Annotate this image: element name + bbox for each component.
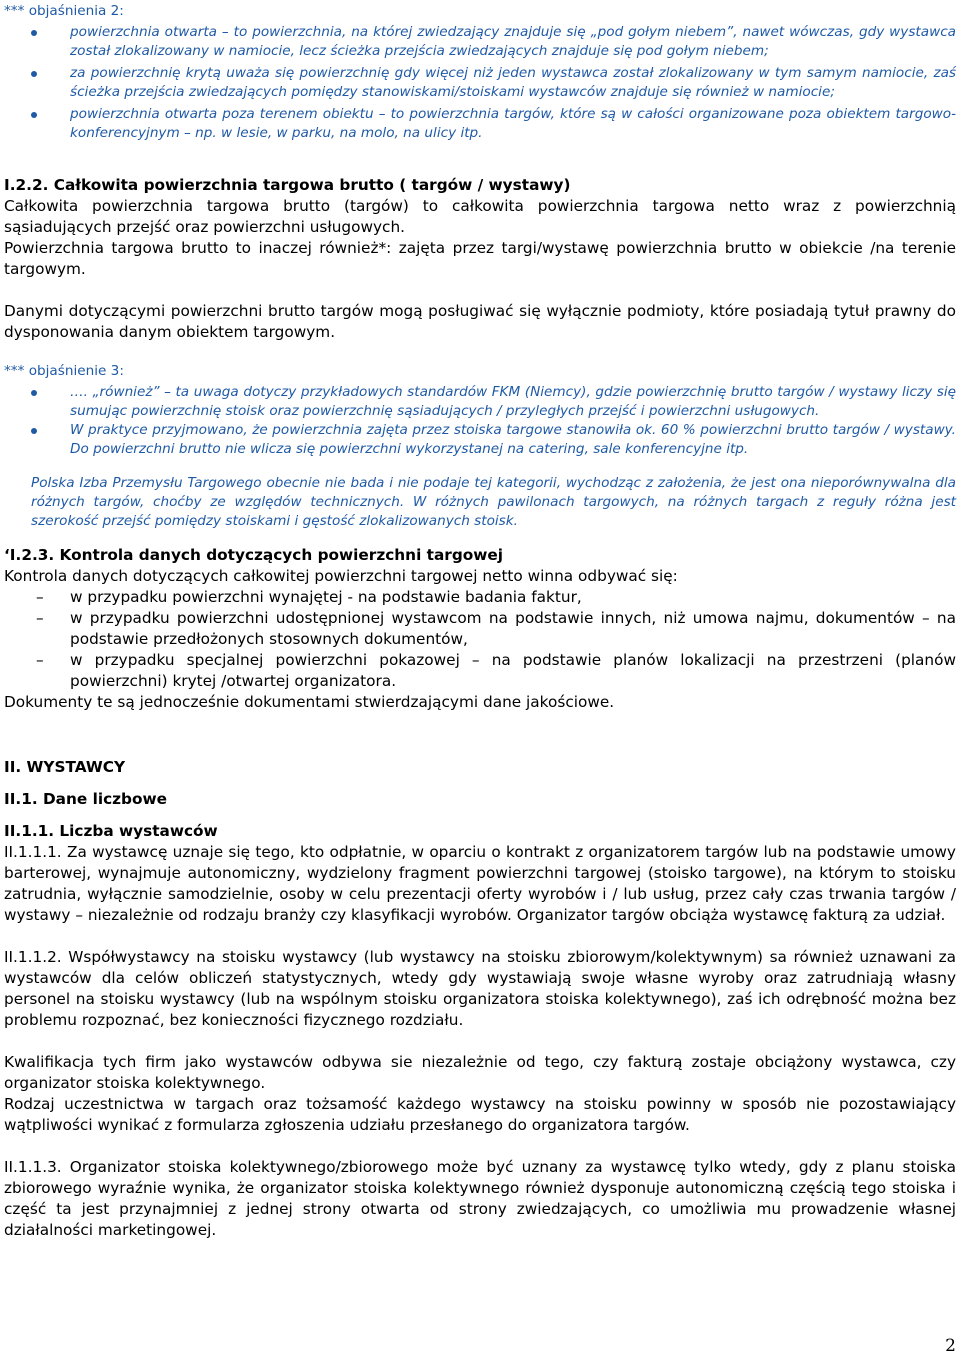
paragraph: Danymi dotyczącymi powierzchni brutto targów mogą posługiwać się wyłącznie podmioty, które posiadają tytuł prawny do dysponowania danym obiektem targowym.: [4, 302, 956, 341]
control-list: [4, 587, 956, 692]
list-item: – w przypadku powierzchni udostępnionej wystawcom na podstawie innych, niż umowa najmu, dokumentów – na podstawie przedłożonych stosownych dokumentów,: [4, 608, 956, 650]
list-item: …. „również” – ta uwaga dotyczy przykładowych standardów FKM (Niemcy), gdzie powierzchnię brutto targów / wystawy liczy się sumując powierzchnię stoisk oraz powierzchnię sąsiadujących / przyległych przejść i powierzchni usługowych.: [4, 383, 956, 421]
section-heading: ‘I.2.3. Kontrola danych dotyczących powierzchni targowej: [4, 546, 504, 564]
paragraph: Rodzaj uczestnictwa w targach oraz tożsamość każdego wystawcy na stoisku powinny w sposób nie pozostawiający wątpliwości wynikać z formularza zgłoszenia udziału przesłanego do organizatora targów.: [4, 1095, 956, 1134]
section-2: [4, 757, 956, 1241]
explanation-3-paragraph: Polska Izba Przemysłu Targowego obecnie nie bada i nie podaje tej kategorii, wychodząc z założenia, że jest ona nieporównywalna dla różnych targów, choćby ze względów technicznych. W różnych pawilonach targowych, na różnych targach z reguły różna jest szerokość przejść pomiędzy stoiskami i gęstość zlokalizowanych stoisk.: [31, 475, 956, 529]
section-1-2-3: [4, 545, 956, 713]
paragraph: Dokumenty te są jednocześnie dokumentami stwierdzającymi dane jakościowe.: [4, 693, 615, 711]
paragraph: II.1.1.1. Za wystawcę uznaje się tego, kto odpłatnie, w oparciu o kontrakt z organizatorem targów lub na podstawie umowy barterowej, wynajmuje autonomiczny, wydzielony fragment powierzchni targowej (stoisko targowe), na którym to stoisku zatrudnia, wyłącznie samodzielnie, osoby w celu prezentacji oferty wyrobów i / lub usług, przez cały czas trwania targów / wystawy – niezależnie od rodzaju branży czy klasyfikacji wyrobów. Organizator targów obciąża wystawcę fakturą za udział.: [4, 843, 956, 924]
explanation-2: [4, 2, 956, 143]
explanation-3: [4, 362, 956, 531]
list-item: powierzchnia otwarta – to powierzchnia, na której zwiedzający znajduje się „pod gołym niebem”, nawet wówczas, gdy wystawca został zlokalizowany w namiocie, lecz ścieżka przejścia zwiedzających znajduje się pod gołym niebem;: [4, 23, 956, 61]
paragraph: Kwalifikacja tych firm jako wystawców odbywa sie niezależnie od tego, czy fakturą zostaje obciążony wystawca, czy organizator stoiska kolektywnego.: [4, 1053, 956, 1092]
section-1-2-2: [4, 175, 956, 343]
list-item: W praktyce przyjmowano, że powierzchnia zajęta przez stoiska targowe stanowiła ok. 60 % powierzchni brutto targów / wystawy. Do powierzchni brutto nie wlicza się powierzchni wykorzystanej na catering, sale konferencyjne itp.: [4, 421, 956, 459]
explanation-3-list: [4, 383, 956, 459]
paragraph: II.1.1.3. Organizator stoiska kolektywnego/zbiorowego może być uznany za wystawcę tylko wtedy, gdy z planu stoiska zbiorowego wyraźnie wynika, że organizator stoiska kolektywnego również dysponuje autonomiczną częścią tego stoiska i część ta jest przynajmniej z jednej strony otwarta od strony zwiedzających, co umożliwia mu prowadzenie własnej działalności marketingowej.: [4, 1158, 956, 1239]
section-heading: II.1. Dane liczbowe: [4, 790, 168, 808]
section-heading: I.2.2. Całkowita powierzchnia targowa brutto ( targów / wystawy): [4, 176, 571, 194]
paragraph: Powierzchnia targowa brutto to inaczej również*: zajęta przez targi/wystawę powierzchnia brutto w obiekcie /na terenie targowym.: [4, 239, 956, 278]
page-number: 2: [945, 1336, 956, 1356]
list-item: – w przypadku specjalnej powierzchni pokazowej – na podstawie planów lokalizacji na przestrzeni (planów powierzchni) krytej /otwartej organizatora.: [4, 650, 956, 692]
list-item: – w przypadku powierzchni wynajętej - na podstawie badania faktur,: [4, 587, 956, 608]
explanation-2-list: [4, 23, 956, 143]
paragraph: Całkowita powierzchnia targowa brutto (targów) to całkowita powierzchnia targowa netto wraz z powierzchnią sąsiadujących przejść oraz powierzchni usługowych.: [4, 197, 956, 236]
subsection-heading: II.1.1. Liczba wystawców: [4, 822, 218, 840]
explanation-3-title: *** objaśnienie 3:: [4, 363, 124, 379]
list-item: powierzchnia otwarta poza terenem obiektu – to powierzchnia targów, które są w całości organizowane poza obiektem targowo-konferencyjnym – np. w lesie, w parku, na molo, na ulicy itp.: [4, 105, 956, 143]
explanation-2-title: *** objaśnienia 2:: [4, 3, 124, 19]
chapter-heading: II. WYSTAWCY: [4, 758, 126, 776]
list-item: za powierzchnię krytą uważa się powierzchnię gdy więcej niż jeden wystawca został zlokalizowany w tym samym namiocie, zaś ścieżka przejścia zwiedzających pomiędzy stanowiskami/stoiskami wystawców znajduje się również w namiocie;: [4, 64, 956, 102]
paragraph: II.1.1.2. Współwystawcy na stoisku wystawcy (lub wystawcy na stoisku zbiorowym/kolektywnym) sa również uznawani za wystawców dla celów obliczeń statystycznych, wtedy gdy wystawiają swoje własne wyroby oraz zatrudniają własny personel na stoisku wystawcy (lub na wspólnym stoisku organizatora stoiska kolektywnego), zaś ich odrębność można bez problemu rozpoznać, bez konieczności fizycznego rozdziału.: [4, 948, 956, 1029]
paragraph: Kontrola danych dotyczących całkowitej powierzchni targowej netto winna odbywać się:: [4, 567, 678, 585]
